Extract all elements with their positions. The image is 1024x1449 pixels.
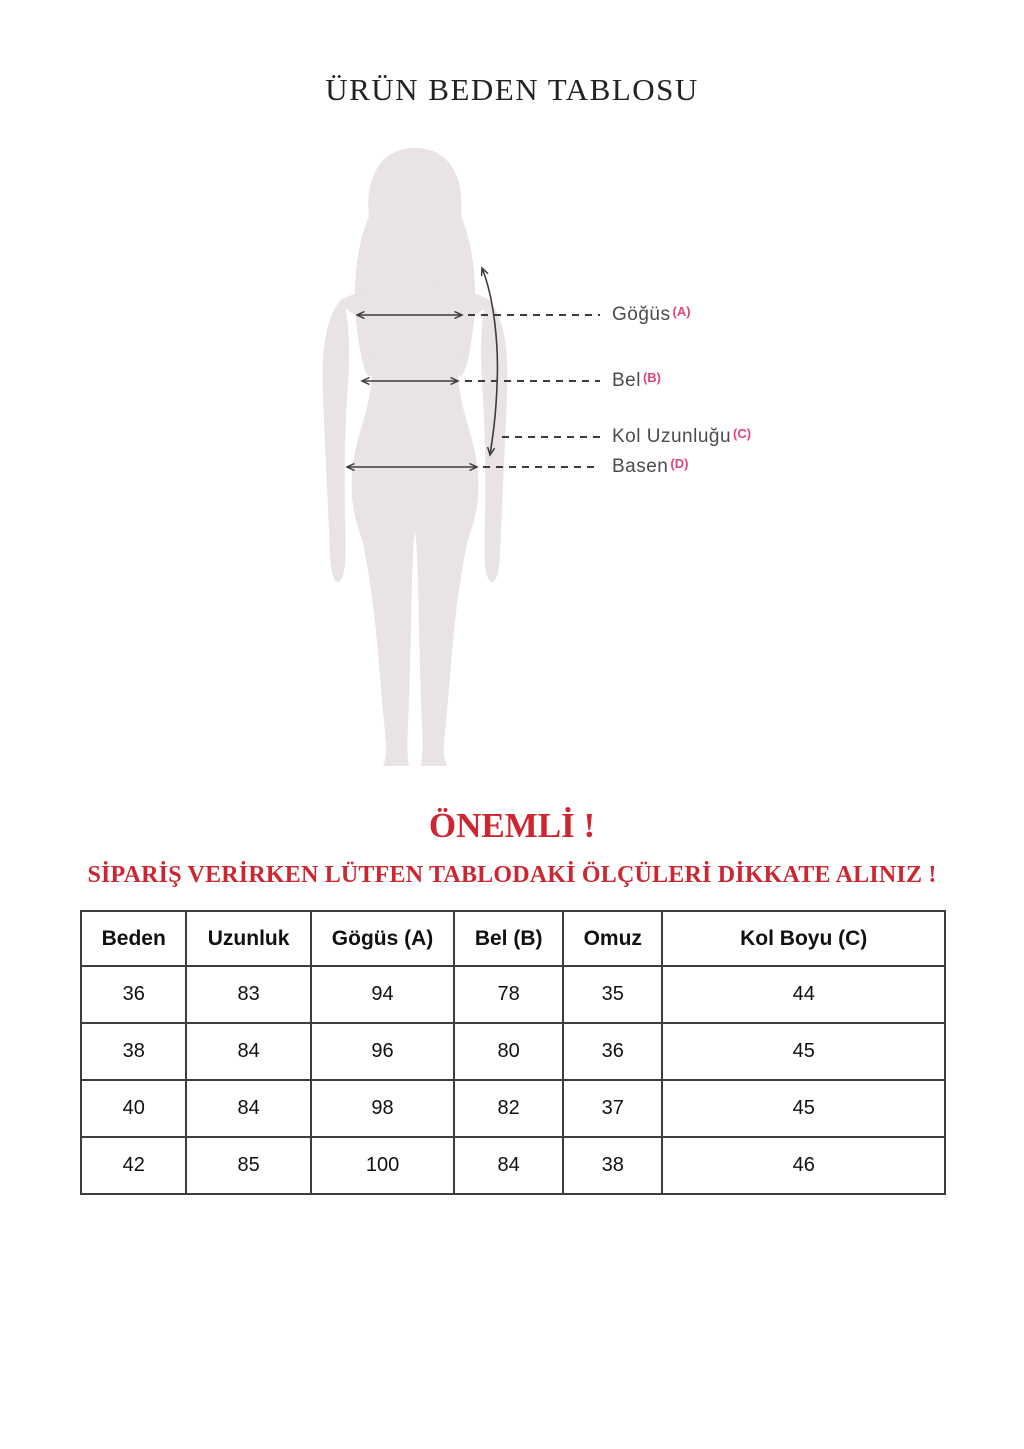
column-header-gogus: Gögüs (A) xyxy=(311,911,454,966)
measurement-diagram xyxy=(0,135,1024,795)
table-cell: 83 xyxy=(186,966,310,1023)
table-cell: 37 xyxy=(563,1080,662,1137)
body-silhouette-icon xyxy=(323,148,508,766)
chest-label-code: (A) xyxy=(672,304,691,319)
chest-label xyxy=(612,303,691,327)
arm-length-label xyxy=(612,425,751,449)
column-header-omuz: Omuz xyxy=(563,911,662,966)
table-row xyxy=(81,1023,945,1080)
size-table xyxy=(80,910,946,1195)
diagram-graphic xyxy=(0,135,1024,795)
table-cell: 80 xyxy=(454,1023,563,1080)
table-cell: 36 xyxy=(81,966,186,1023)
page-title: ÜRÜN BEDEN TABLOSU xyxy=(325,72,699,107)
waist-label xyxy=(612,369,661,393)
table-cell: 100 xyxy=(311,1137,454,1194)
table-cell: 45 xyxy=(662,1023,945,1080)
column-header-beden: Beden xyxy=(81,911,186,966)
table-cell: 40 xyxy=(81,1080,186,1137)
hip-label xyxy=(612,455,688,479)
table-cell: 45 xyxy=(662,1080,945,1137)
arm-length-label-code: (C) xyxy=(733,426,752,441)
table-row xyxy=(81,966,945,1023)
table-cell: 36 xyxy=(563,1023,662,1080)
waist-label-code: (B) xyxy=(642,370,662,385)
table-cell: 38 xyxy=(81,1023,186,1080)
hip-label-text: Basen xyxy=(612,456,669,477)
column-header-bel: Bel (B) xyxy=(454,911,563,966)
table-cell: 82 xyxy=(454,1080,563,1137)
table-cell: 78 xyxy=(454,966,563,1023)
table-cell: 38 xyxy=(563,1137,662,1194)
table-row xyxy=(81,1137,945,1194)
table-cell: 84 xyxy=(186,1080,310,1137)
table-cell: 85 xyxy=(186,1137,310,1194)
waist-label-text: Bel xyxy=(612,370,641,391)
order-warning-text: SİPARİŞ VERİRKEN LÜTFEN TABLODAKİ ÖLÇÜLERİ DİKKATE ALINIZ ! xyxy=(87,862,937,888)
table-cell: 84 xyxy=(454,1137,563,1194)
size-table-header-row xyxy=(81,911,945,966)
table-cell: 44 xyxy=(662,966,945,1023)
chest-label-text: Göğüs xyxy=(612,304,671,325)
table-cell: 42 xyxy=(81,1137,186,1194)
table-cell: 96 xyxy=(311,1023,454,1080)
table-cell: 46 xyxy=(662,1137,945,1194)
hip-label-code: (D) xyxy=(670,456,689,471)
table-cell: 94 xyxy=(311,966,454,1023)
arm-length-label-text: Kol Uzunluğu xyxy=(612,426,732,447)
table-cell: 35 xyxy=(563,966,662,1023)
table-cell: 84 xyxy=(186,1023,310,1080)
column-header-kol-boyu: Kol Boyu (C) xyxy=(662,911,945,966)
important-heading: ÖNEMLİ ! xyxy=(428,806,596,845)
table-cell: 98 xyxy=(311,1080,454,1137)
column-header-uzunluk: Uzunluk xyxy=(186,911,310,966)
table-row xyxy=(81,1080,945,1137)
